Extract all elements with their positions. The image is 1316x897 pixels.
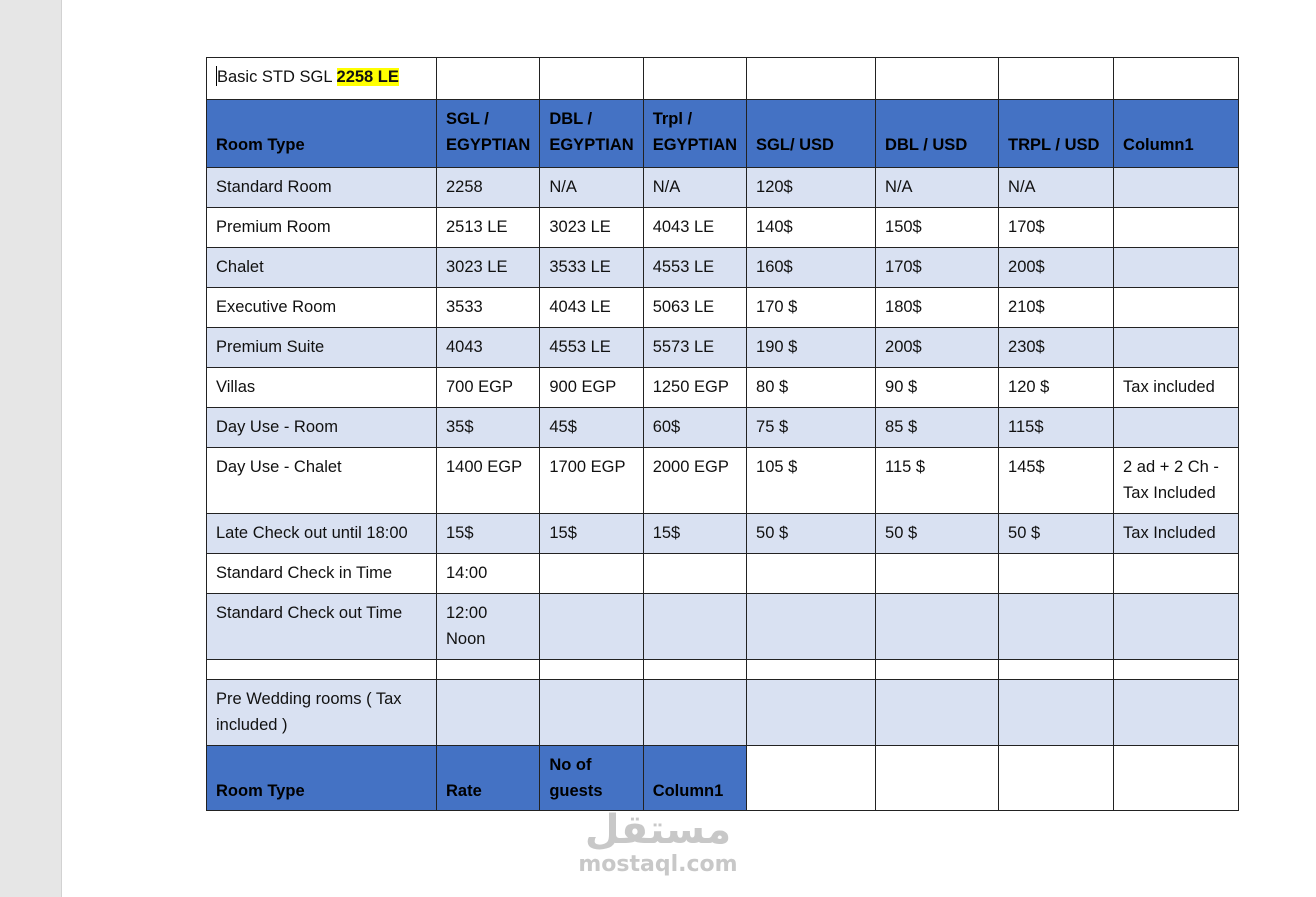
table-cell[interactable] [1114,746,1239,811]
row-label-cell[interactable]: Day Use - Room [207,408,437,448]
table-cell[interactable] [643,58,746,100]
table-cell[interactable]: 4043 LE [540,288,643,328]
table-cell[interactable]: 115$ [999,408,1114,448]
table-cell[interactable]: 120 $ [999,368,1114,408]
table-cell[interactable]: 170$ [876,248,999,288]
table-cell[interactable]: 90 $ [876,368,999,408]
table-cell[interactable] [747,660,876,680]
table-cell[interactable]: 170 $ [747,288,876,328]
table-cell[interactable] [643,554,746,594]
title-row [207,58,1239,100]
table-cell[interactable]: 45$ [540,408,643,448]
table-cell[interactable] [540,554,643,594]
table-cell[interactable]: 3533 LE [540,248,643,288]
table-cell[interactable]: 85 $ [876,408,999,448]
table-cell[interactable]: 230$ [999,328,1114,368]
table-cell[interactable]: 2 ad + 2 Ch - Tax Included [1114,448,1239,514]
table-cell[interactable] [437,660,540,680]
table-row [207,554,1239,594]
title-highlight: 2258 LE [336,68,399,86]
table-cell[interactable] [876,680,999,746]
table-cell[interactable]: SGL/ USD [747,100,876,168]
row-label-cell[interactable]: Day Use - Chalet [207,448,437,514]
table-cell[interactable] [876,660,999,680]
watermark-latin: mostaql.com [578,852,738,877]
table-cell[interactable] [1114,328,1239,368]
row-label-cell[interactable]: Villas [207,368,437,408]
table-cell[interactable]: N/A [876,168,999,208]
table-cell[interactable]: Column1 [1114,100,1239,168]
table-cell[interactable]: DBL / USD [876,100,999,168]
table-cell[interactable] [1114,168,1239,208]
row-label-cell[interactable]: Executive Room [207,288,437,328]
row-label-cell[interactable] [207,660,437,680]
table-row [207,594,1239,660]
table-cell[interactable]: 900 EGP [540,368,643,408]
table-cell[interactable]: 15$ [643,514,746,554]
row-label-cell[interactable]: Standard Room [207,168,437,208]
table-row [207,328,1239,368]
table-cell[interactable] [1114,554,1239,594]
left-margin-gutter [0,0,62,897]
table-cell[interactable]: Rate [437,746,540,811]
table-row [207,248,1239,288]
row-label-cell[interactable]: Room Type [207,100,437,168]
table-row [207,660,1239,680]
table-cell[interactable]: 1700 EGP [540,448,643,514]
table-cell[interactable]: No of guests [540,746,643,811]
table-cell[interactable] [1114,408,1239,448]
table-cell[interactable]: 3023 LE [437,248,540,288]
table-cell[interactable] [876,746,999,811]
header-row [207,100,1239,168]
table-cell[interactable] [999,554,1114,594]
table-row [207,680,1239,746]
table-cell[interactable]: 75 $ [747,408,876,448]
table-cell[interactable] [540,680,643,746]
table-cell[interactable]: 1250 EGP [643,368,746,408]
second-header-row [207,746,1239,811]
table-cell[interactable]: N/A [999,168,1114,208]
table-row [207,368,1239,408]
table-cell[interactable] [1114,660,1239,680]
table-cell[interactable]: Tax Included [1114,514,1239,554]
table-cell[interactable]: Trpl / EGYPTIAN [643,100,746,168]
table-cell[interactable]: 4553 LE [540,328,643,368]
table-cell[interactable] [876,594,999,660]
table-cell[interactable]: N/A [540,168,643,208]
table-cell[interactable]: 15$ [437,514,540,554]
table-cell[interactable]: 145$ [999,448,1114,514]
title-prefix: Basic STD SGL [217,68,337,86]
table-cell[interactable] [999,58,1114,100]
table-cell[interactable]: 60$ [643,408,746,448]
table-cell[interactable]: TRPL / USD [999,100,1114,168]
row-label-cell[interactable]: Pre Wedding rooms ( Tax included ) [207,680,437,746]
table-cell[interactable]: 15$ [540,514,643,554]
table-cell[interactable]: SGL / EGYPTIAN [437,100,540,168]
title-cell[interactable] [207,58,437,100]
table-cell[interactable] [437,680,540,746]
table-row [207,208,1239,248]
watermark-arabic: مستقل [584,807,732,853]
table-cell[interactable]: 50 $ [876,514,999,554]
table-cell[interactable]: 700 EGP [437,368,540,408]
table-cell[interactable]: 140$ [747,208,876,248]
table-cell[interactable] [1114,594,1239,660]
table-cell[interactable]: 3023 LE [540,208,643,248]
row-label-cell[interactable]: Premium Room [207,208,437,248]
table-cell[interactable] [999,594,1114,660]
table-cell[interactable]: 3533 [437,288,540,328]
table-cell[interactable]: 210$ [999,288,1114,328]
table-cell[interactable]: DBL / EGYPTIAN [540,100,643,168]
table-cell[interactable] [540,58,643,100]
table-cell[interactable]: 50 $ [747,514,876,554]
table-cell[interactable]: 150$ [876,208,999,248]
table-cell[interactable] [1114,208,1239,248]
table-cell[interactable] [1114,680,1239,746]
document-page [62,0,1316,897]
table-cell[interactable]: 4043 LE [643,208,746,248]
table-cell[interactable] [1114,58,1239,100]
table-cell[interactable] [747,58,876,100]
table-cell[interactable] [643,594,746,660]
table-cell[interactable] [876,554,999,594]
table-cell[interactable] [747,680,876,746]
table-cell[interactable] [876,58,999,100]
table-cell[interactable]: N/A [643,168,746,208]
table-cell[interactable]: Tax included [1114,368,1239,408]
table-cell[interactable]: 4043 [437,328,540,368]
table-cell[interactable]: 4553 LE [643,248,746,288]
table-row [207,408,1239,448]
table-cell[interactable] [540,594,643,660]
table-cell[interactable]: 180$ [876,288,999,328]
row-label-cell[interactable]: Room Type [207,746,437,811]
row-label-cell[interactable]: Late Check out until 18:00 [207,514,437,554]
table-cell[interactable]: 200$ [999,248,1114,288]
row-label-cell[interactable]: Premium Suite [207,328,437,368]
table-cell[interactable]: 190 $ [747,328,876,368]
rates-table [206,57,1239,811]
table-cell[interactable] [437,58,540,100]
table-cell[interactable] [643,680,746,746]
table-row [207,514,1239,554]
table-cell[interactable]: 200$ [876,328,999,368]
table-cell[interactable]: 2258 [437,168,540,208]
table-cell[interactable] [999,680,1114,746]
table-cell[interactable] [999,660,1114,680]
row-label-cell[interactable]: Chalet [207,248,437,288]
table-cell[interactable]: 170$ [999,208,1114,248]
row-label-cell[interactable]: Standard Check out Time [207,594,437,660]
table-row [207,168,1239,208]
table-cell[interactable]: 5573 LE [643,328,746,368]
table-cell[interactable]: Column1 [643,746,746,811]
table-cell[interactable] [1114,248,1239,288]
table-cell[interactable]: 120$ [747,168,876,208]
table-cell[interactable]: 1400 EGP [437,448,540,514]
table-cell[interactable]: 5063 LE [643,288,746,328]
table-row [207,448,1239,514]
table-body [207,58,1239,811]
table-cell[interactable]: 12:00 Noon [437,594,540,660]
table-cell[interactable] [999,746,1114,811]
table-cell[interactable]: 2000 EGP [643,448,746,514]
table-cell[interactable] [1114,288,1239,328]
table-row [207,288,1239,328]
table-cell[interactable]: 14:00 [437,554,540,594]
table-cell[interactable] [747,746,876,811]
table-cell[interactable]: 105 $ [747,448,876,514]
table-cell[interactable] [747,594,876,660]
table-cell[interactable]: 2513 LE [437,208,540,248]
table-cell[interactable]: 35$ [437,408,540,448]
table-cell[interactable]: 115 $ [876,448,999,514]
table-cell[interactable] [643,660,746,680]
table-cell[interactable]: 160$ [747,248,876,288]
table-cell[interactable] [540,660,643,680]
row-label-cell[interactable]: Standard Check in Time [207,554,437,594]
table-cell[interactable]: 50 $ [999,514,1114,554]
table-cell[interactable]: 80 $ [747,368,876,408]
table-cell[interactable] [747,554,876,594]
